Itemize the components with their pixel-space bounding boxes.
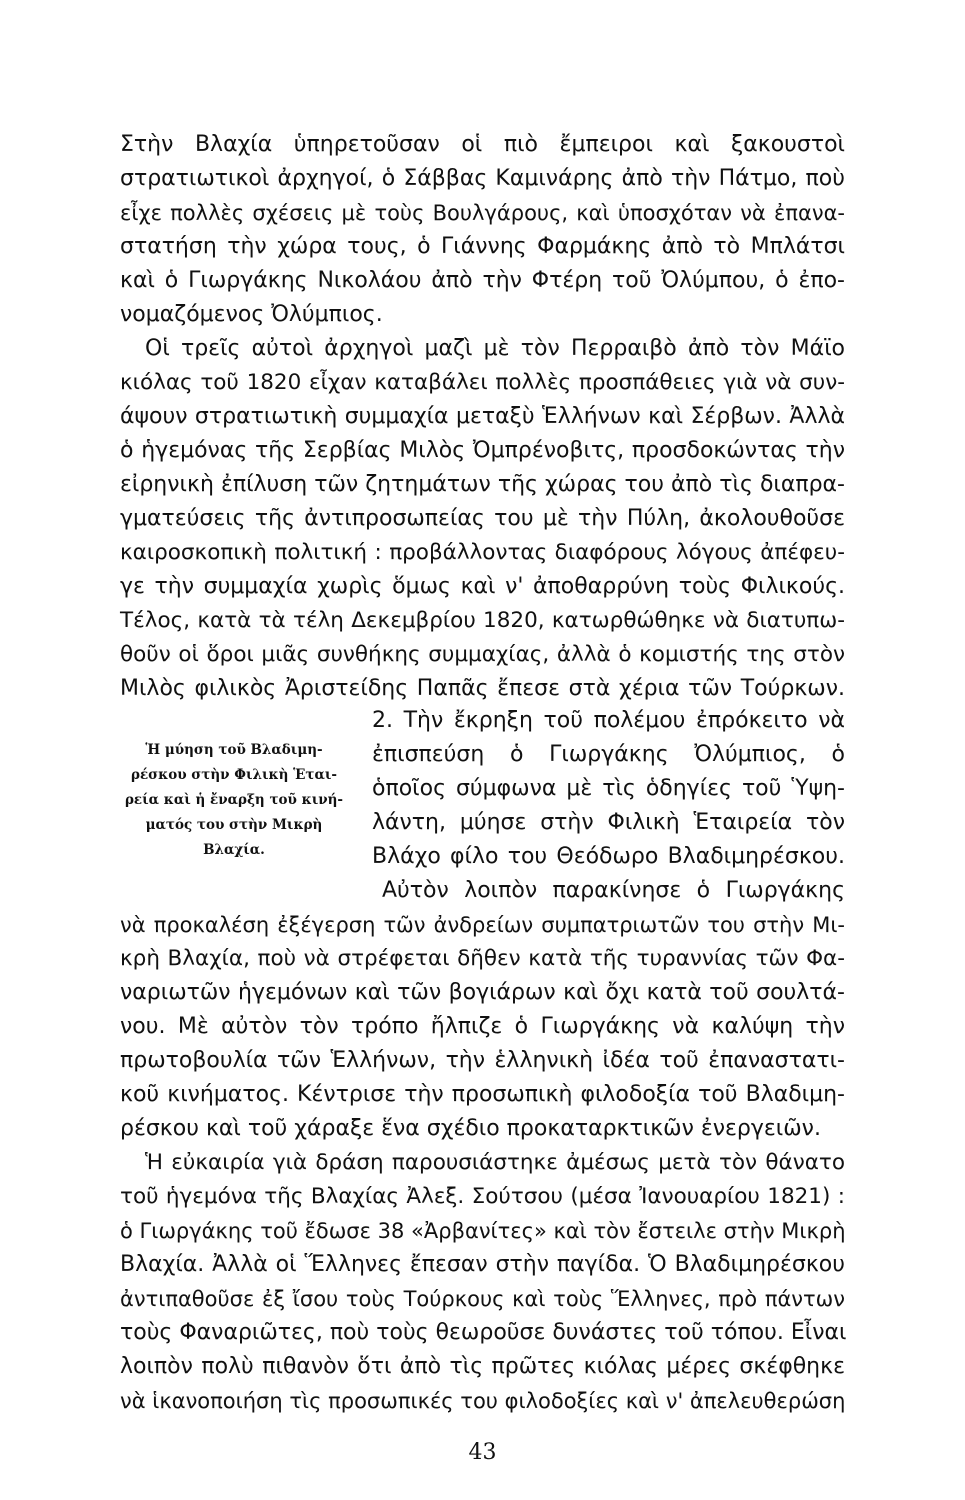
section-side-heading	[118, 738, 350, 863]
section-2-first-line: 2. Τὴν ἔκρηξη τοῦ πολέμου ἐπρόκειτο νὰ	[372, 708, 845, 733]
text-line: νὰ ἱκανοποιήση τὶς προσωπικές του φιλοδοξίες καὶ ν' ἀπελευθερώση	[120, 1389, 846, 1413]
text-line: Στὴν Βλαχία ὑπηρετοῦσαν οἱ πιὸ ἔμπειροι καὶ ξακουστοὶ	[120, 132, 845, 157]
text-line: τοῦ ἡγεμόνα τῆς Βλαχίας Ἀλεξ. Σούτσου (μέσα Ἰανουαρίου 1821) :	[120, 1184, 845, 1209]
text-line: γματεύσεις τῆς ἀντιπροσωπείας του μὲ τὴν Πύλη, ἀκολουθοῦσε	[120, 506, 845, 531]
text-line: ναριωτῶν ἡγεμόνων καὶ τῶν βογιάρων καὶ ὄχι κατὰ τοῦ σουλτά-	[120, 980, 845, 1005]
text-line: τοὺς Φαναριῶτες, ποὺ τοὺς θεωροῦσε δυνάστες τοῦ τόπου. Εἶναι	[120, 1320, 847, 1345]
text-line: στατήση τὴν χώρα τους, ὁ Γιάννης Φαρμάκης ἀπὸ τὸ Μπλάτσι	[120, 234, 845, 259]
text-line: λοιπὸν πολὺ πιθανὸν ὅτι ἀπὸ τὶς πρῶτες κιόλας μέρες σκέφθηκε	[120, 1354, 845, 1379]
paragraph-start-line: Οἱ τρεῖς αὐτοὶ ἀρχηγοὶ μαζὶ μὲ τὸν Περραιβὸ ἀπὸ τὸν Μάϊο	[145, 336, 845, 361]
text-line: Βλαχία. Ἀλλὰ οἱ Ἕλληνες ἔπεσαν στὴν παγίδα. Ὁ Βλαδιμηρέσκου	[120, 1252, 845, 1277]
text-line: νὰ προκαλέση ἐξέγερση τῶν ἀνδρείων συμπατριωτῶν του στὴν Μι-	[120, 913, 845, 937]
side-heading-line: ματός του στὴν Μικρὴ	[145, 817, 323, 833]
text-line: θοῦν οἱ ὅροι μιᾶς συνθήκης συμμαχίας, ἀλλὰ ὁ κομιστής της στὸν	[120, 642, 845, 667]
text-line: στρατιωτικοὶ ἀρχηγοί, ὁ Σάββας Καμινάρης ἀπὸ τὴν Πάτμο, ποὺ	[120, 166, 845, 191]
text-line: καιροσκοπικὴ πολιτική : προβάλλοντας διαφόρους λόγους ἀπέφευ-	[120, 540, 845, 565]
text-line: ἀντιπαθοῦσε ἐξ ἴσου τοὺς Τούρκους καὶ τοὺς Ἕλληνες, πρὸ πάντων	[120, 1287, 845, 1311]
text-line: Βλάχο φίλο του Θεόδωρο Βλαδιμηρέσκου.	[372, 844, 845, 869]
text-line: κιόλας τοῦ 1820 εἶχαν καταβάλει πολλὲς προσπάθειες γιὰ νὰ συν-	[120, 370, 845, 395]
text-line: ἐπισπεύση ὁ Γιωργάκης Ὀλύμπιος, ὁ	[372, 742, 845, 767]
text-line: καὶ ὁ Γιωργάκης Νικολάου ἀπὸ τὴν Φτέρη τοῦ Ὀλύμπου, ὁ ἐπο-	[120, 268, 845, 293]
text-line: εἶχε πολλὲς σχέσεις μὲ τοὺς Βουλγάρους, καὶ ὑποσχόταν νὰ ἐπανα-	[120, 201, 845, 225]
page-number: 43	[468, 1440, 497, 1465]
text-line: λάντη, μύησε στὴν Φιλικὴ Ἑταιρεία τὸν	[372, 810, 845, 835]
text-line: νου. Μὲ αὐτὸν τὸν τρόπο ἤλπιζε ὁ Γιωργάκης νὰ καλύψη τὴν	[120, 1014, 845, 1039]
text-line: νομαζόμενος Ὀλύμπιος.	[120, 302, 383, 327]
text-line: εἰρηνικὴ ἐπίλυση τῶν ζητημάτων τῆς χώρας του ἀπὸ τὶς διαπρα-	[120, 472, 845, 497]
text-line: κρὴ Βλαχία, ποὺ νὰ στρέφεται δῆθεν κατὰ τῆς τυραννίας τῶν Φα-	[120, 946, 845, 971]
text-line: πρωτοβουλία τῶν Ἑλλήνων, τὴν ἑλληνικὴ ἰδέα τοῦ ἐπαναστατι-	[120, 1048, 845, 1073]
side-heading-line: Βλαχία.	[203, 842, 265, 858]
text-line: ὁ ἡγεμόνας τῆς Σερβίας Μιλὸς Ὀμπρένοβιτς, προσδοκώντας τὴν	[120, 438, 845, 463]
text-line: Μιλὸς φιλικὸς Ἀριστείδης Παπᾶς ἔπεσε στὰ χέρια τῶν Τούρκων.	[120, 676, 845, 701]
paragraph-start-line: Ἡ εὐκαιρία γιὰ δράση παρουσιάστηκε ἀμέσως μετὰ τὸν θάνατο	[145, 1150, 845, 1175]
text-line: ὁ Γιωργάκης τοῦ ἔδωσε 38 «Ἀρβανίτες» καὶ τὸν ἔστειλε στὴν Μικρὴ	[120, 1219, 846, 1243]
text-line: γε τὴν συμμαχία χωρὶς ὅμως καὶ ν' ἀποθαρρύνη τοὺς Φιλικούς.	[120, 574, 845, 599]
side-heading-line: Ἡ μύηση τοῦ Βλαδιμη-	[145, 742, 323, 758]
paragraph-start-line: Αὐτὸν λοιπὸν παρακίνησε ὁ Γιωργάκης	[382, 878, 845, 903]
text-line: ρέσκου καὶ τοῦ χάραξε ἕνα σχέδιο προκαταρκτικῶν ἐνεργειῶν.	[120, 1116, 821, 1141]
text-line: ὁποῖος σύμφωνα μὲ τὶς ὁδηγίες τοῦ Ὑψη-	[372, 776, 845, 801]
side-heading-line: ρεία καὶ ἡ ἔναρξη τοῦ κινή-	[124, 792, 344, 808]
side-heading-line: ρέσκου στὴν Φιλικὴ Ἑται-	[130, 767, 338, 783]
text-line: Τέλος, κατὰ τὰ τέλη Δεκεμβρίου 1820, κατωρθώθηκε νὰ διατυπω-	[120, 608, 845, 633]
text-line: κοῦ κινήματος. Κέντρισε τὴν προσωπικὴ φιλοδοξία τοῦ Βλαδιμη-	[120, 1082, 845, 1107]
text-line: άψουν στρατιωτικὴ συμμαχία μεταξὺ Ἑλλήνων καὶ Σέρβων. Ἀλλὰ	[120, 404, 845, 429]
